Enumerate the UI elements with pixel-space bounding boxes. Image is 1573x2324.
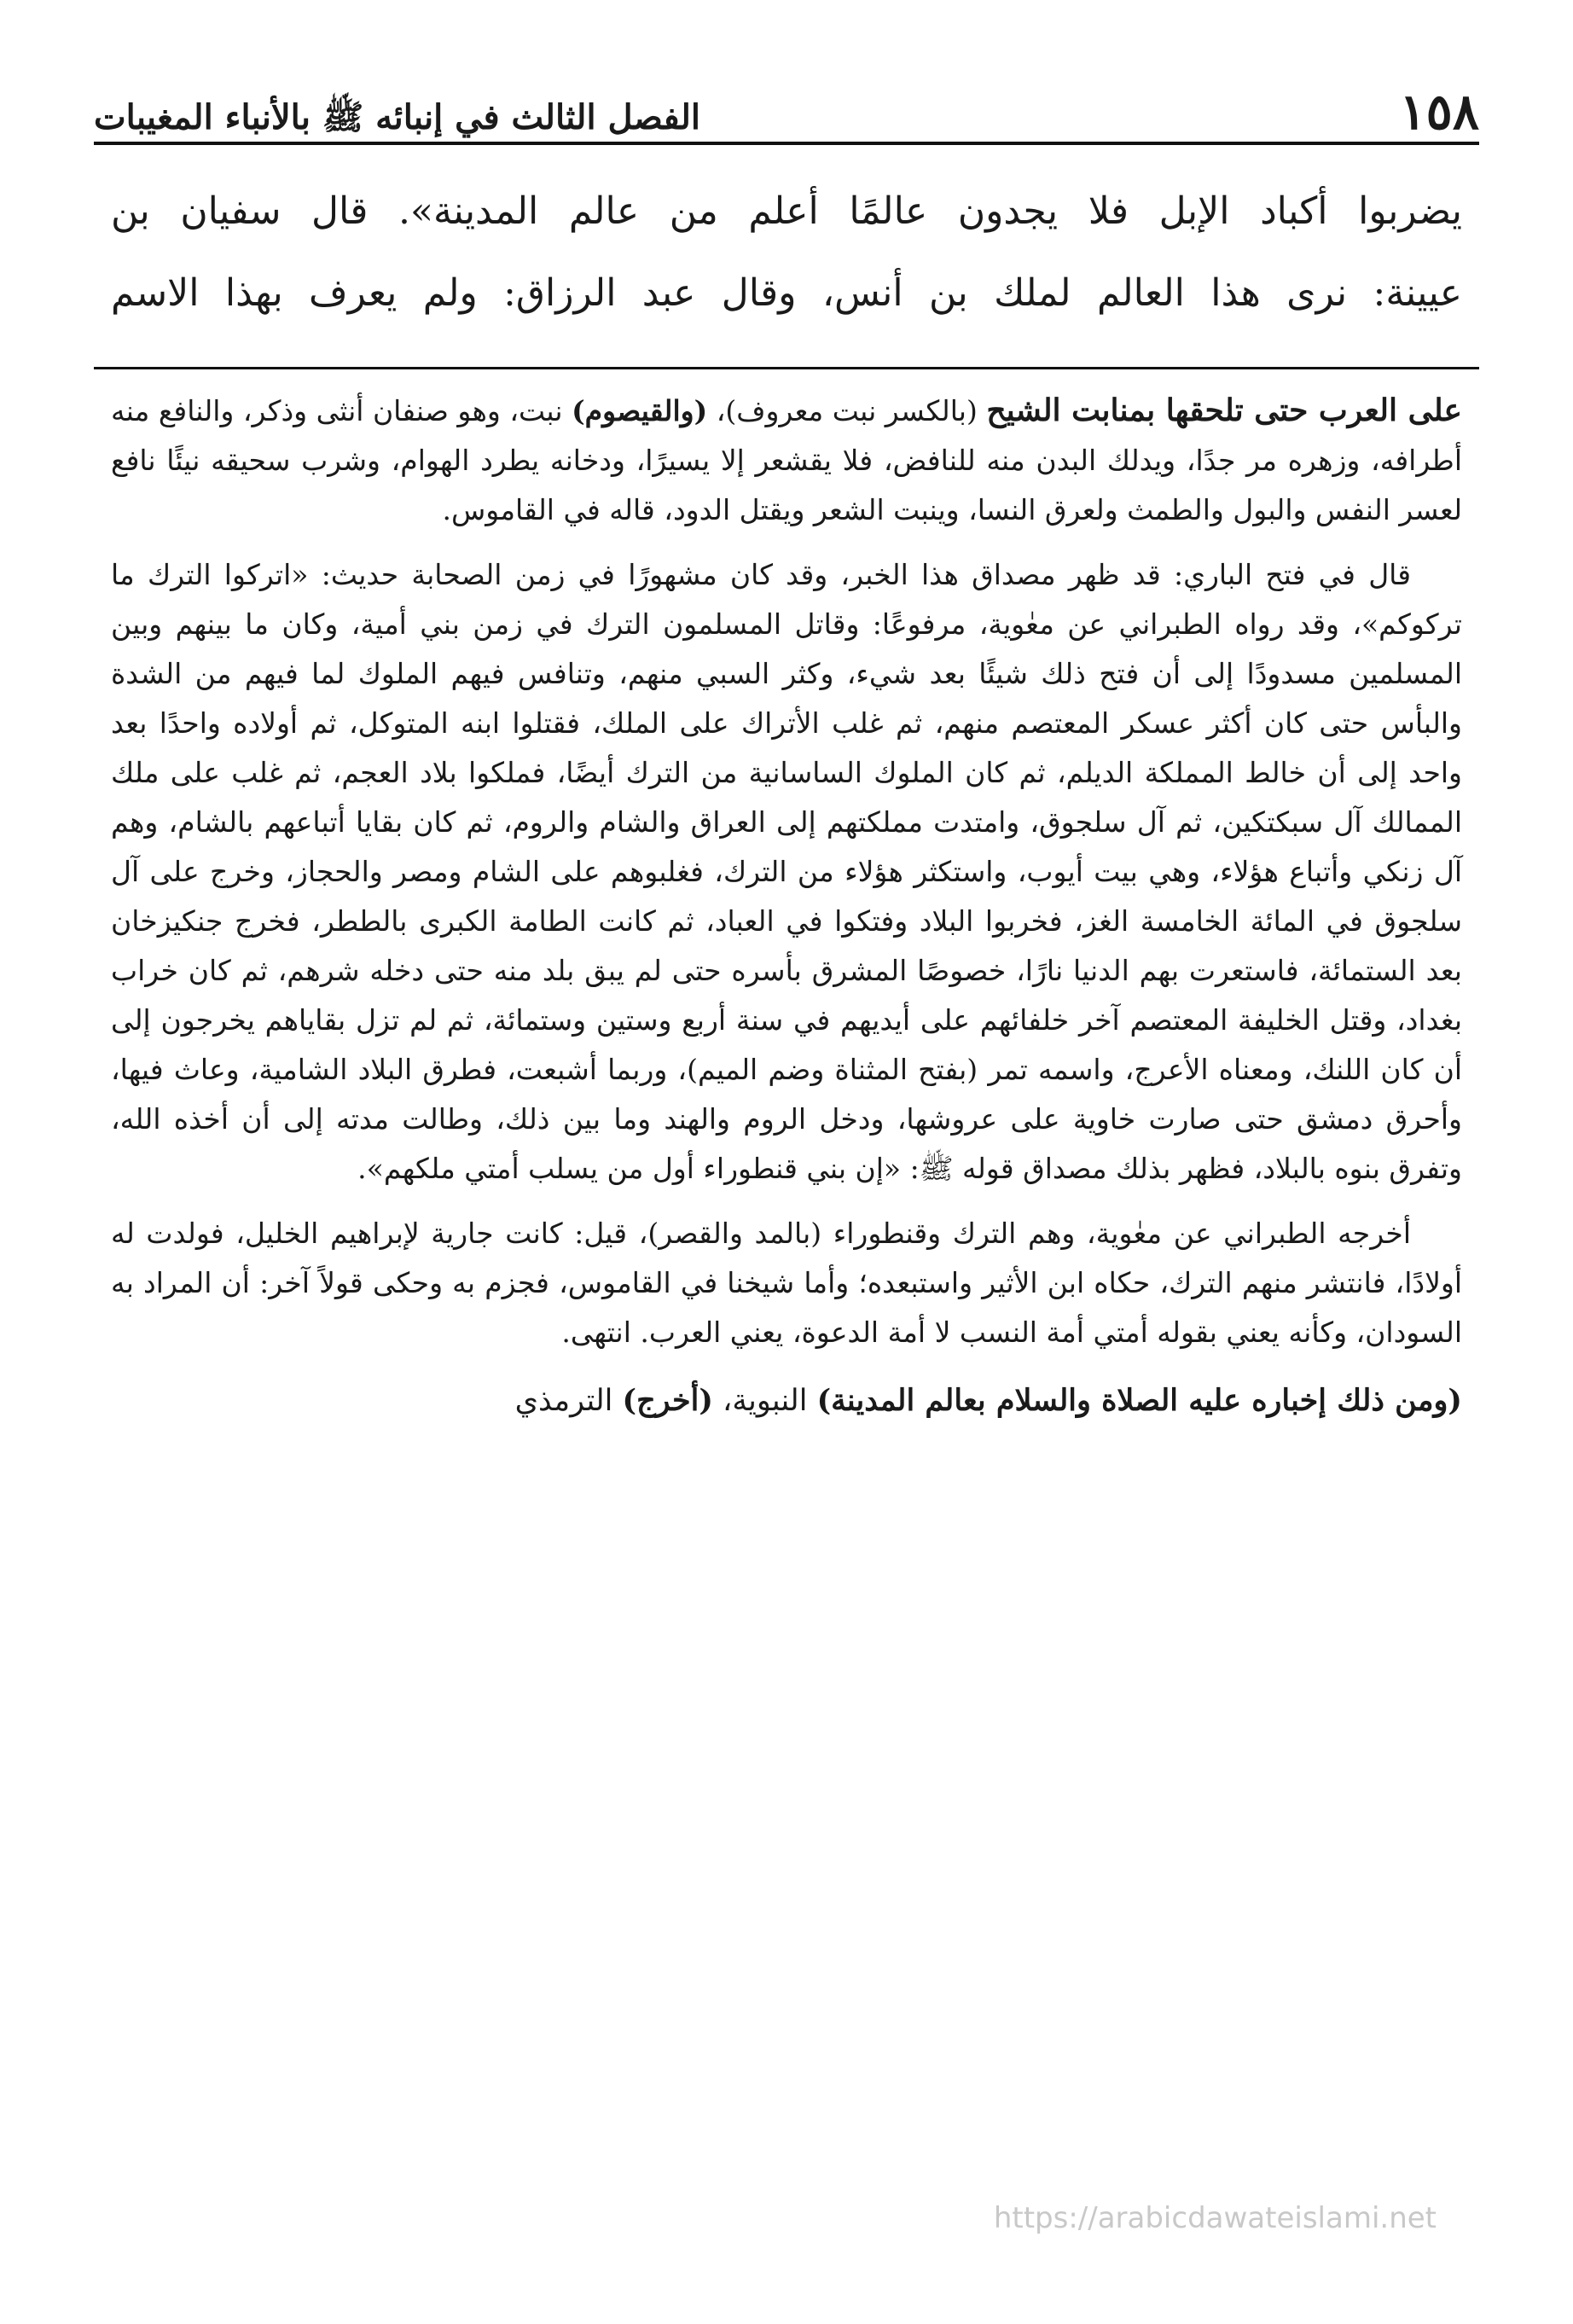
closing-text: النبوية، [712,1384,817,1418]
watermark-url: https://arabicdawateislami.net [993,2201,1437,2235]
page-number: ١٥٨ [1399,83,1479,141]
footnote-term: (والقيصوم) [572,394,708,427]
footnotes [111,386,1462,1426]
footnote-paragraph-2: قال في فتح الباري: قد ظهر مصداق هذا الخبر، وقد كان مشهورًا في زمن الصحابة حديث: «اتركوا الترك ما تركوكم»، وقد رواه الطبراني عن معٰوية، مرفوعًا: وقاتل المسلمون الترك في زمن بني أمية، وكان ما بينهم وبين المسلمين مسدودًا إلى أن فتح ذلك شيئًا بعد شيء، وكثر السبي منهم، وتنافس فيهم الملوك لما فيهم من الشدة والبأس حتى كان أكثر عسكر المعتصم منهم، ثم غلب الأتراك على الملك، فقتلوا ابنه المتوكل، ثم أولاده واحدًا بعد واحد إلى أن خالط المملكة الديلم، ثم كان الملوك الساسانية من الترك أيضًا، فملكوا بلاد العجم، ثم غلب على ملك الممالك آل سبكتكين، ثم آل سلجوق، وامتدت مملكتهم إلى العراق والشام والروم، ثم كان بقايا أتباعهم بالشام، وهم آل زنكي وأتباع هؤلاء، وهي بيت أيوب، واستكثر هؤلاء من الترك، فغلبوهم على الشام ومصر والحجاز، وخرج على آل سلجوق في المائة الخامسة الغز، فخربوا البلاد وفتكوا في العباد، ثم كانت الطامة الكبرى بالططر، فخرج جنكيزخان بعد الستمائة، فاستعرت بهم الدنيا نارًا، خصوصًا المشرق بأسره حتى لم يبق بلد منه حتى دخله شرهم، ثم كان خراب بغداد، وقتل الخليفة المعتصم آخر خلفائهم على أيديهم في سنة أربع وستين وستمائة، ثم لم تزل بقاياهم يخرجون إلى أن كان اللنك، ومعناه الأعرج، واسمه تمر (بفتح المثناة وضم الميم)، وربما أشبعت، فطرق البلاد الشامية، وعاث فيها، وأحرق دمشق حتى صارت خاوية على عروشها، ودخل الروم والهند وما بين ذلك، وطالت مدته إلى أن أخذه الله، وتفرق بنوه بالبلاد، فظهر بذلك مصداق قوله ﷺ: «إن بني قنطوراء أول من يسلب أمتي ملكهم». [111,558,1462,1185]
main-text-line: عيينة: نرى هذا العالم لملك بن أنس، وقال عبد الرزاق: ولم يعرف بهذا الاسم [111,271,1462,315]
running-title: الفصل الثالث في إنبائه ﷺ بالأنباء المغيبات [94,97,700,137]
main-text-line: يضربوا أكباد الإبل فلا يجدون عالمًا أعلم من عالم المدينة». قال سفيان بن [111,189,1462,233]
footnote-gloss: (بالكسر نبت معروف)، [707,394,987,427]
closing-tail: الترمذي [514,1384,623,1418]
main-text [111,171,1462,334]
footnote-paragraph-3: أخرجه الطبراني عن معٰوية، وهم الترك وقنطوراء (بالمد والقصر)، قيل: كانت جارية لإبراهيم الخليل، فولدت له أولادًا، فانتشر منهم الترك، حكاه ابن الأثير واستبعده؛ وأما شيخنا في القاموس، فجزم به وحكى قولاً آخر: أن المراد به السودان، وكأنه يعني بقوله أمتي أمة النسب لا أمة الدعوة، يعني العرب. انتهى. [111,1217,1462,1349]
footnote-lead: على العرب حتى تلحقها بمنابت الشيح [986,392,1462,428]
closing-term: (أخرج) [622,1383,713,1418]
footnote-closing [111,1376,1462,1426]
closing-heading: (ومن ذلك إخباره عليه الصلاة والسلام بعالم المدينة) [816,1383,1462,1418]
footnote-paragraph-1 [111,386,1462,535]
footnote-text: نبت، وهو صنفان أنثى وذكر، والنافع منه أطرافه، وزهره مر جدًا، ويدلك البدن منه للنافض، فلا يقشعر إلا يسيرًا، ودخانه يطرد الهوام، وشرب سحيقه نيئًا نافع لعسر النفس والبول والطمث ولعرق النسا، وينبت الشعر ويقتل الدود، قاله في القاموس. [111,394,1462,526]
page-header [94,51,1479,141]
header-rule [94,142,1479,145]
footnote-separator [94,367,1479,369]
